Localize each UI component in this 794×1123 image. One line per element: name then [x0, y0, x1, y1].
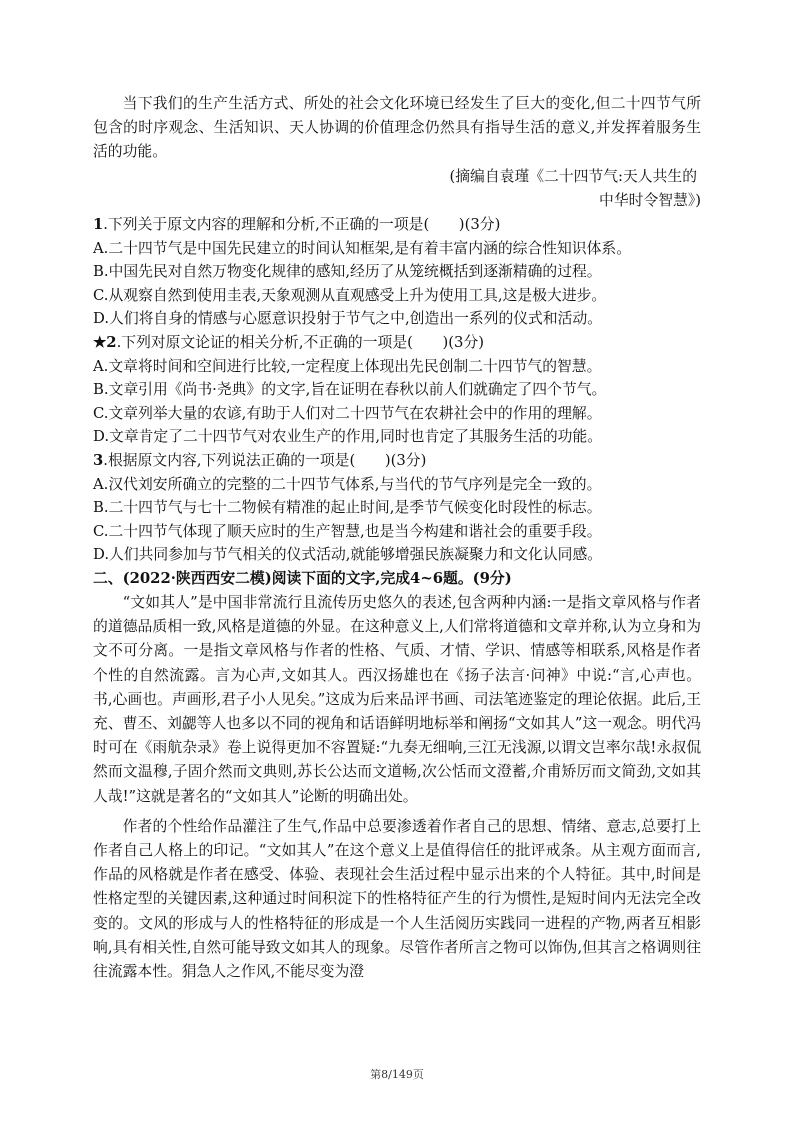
- question-2-number: ★2: [93, 333, 117, 351]
- passage-paragraph-2: 作者的个性给作品灌注了生气,作品中总要渗透着作者自己的思想、情绪、意志,总要打上作者自己人格上的印记。“文如其人”在这个意义上是值得信任的批评戒条。从主观方面而言,作品的风格就是作者在感受、体验、表现社会生活过程中显示出来的个人特征。其中,时间是性格定型的关键因素,这种通过时间积淀下的性格特征产生的行为惯性,是短时间内无法完全改变的。文风的形成与人的性格特征的形成是一个人生活阅历实践同一进程的产物,两者互相影响,具有相关性,自然可能导致文如其人的现象。尽管作者所言之物可以饰伪,但其言之格调则往往流露本性。狷急人之作风,不能尽变为澄: [93, 817, 701, 980]
- question-3-option-c: C.二十四节气体现了顺天应时的生产智慧,也是当今构建和谐社会的重要手段。: [93, 522, 602, 540]
- question-1: [93, 213, 701, 331]
- question-1-number: 1: [93, 216, 104, 234]
- question-3-option-b: B.二十四节气与七十二物候有精准的起止时间,是季节气候变化时段性的标志。: [93, 499, 602, 517]
- source-citation-line2: 中华时令智慧》): [599, 191, 701, 209]
- passage-paragraph-1: “文如其人”是中国非常流行且流传历史悠久的表述,包含两种内涵:一是指文章风格与作者的道德品质相一致,风格是道德的外显。在这种意义上,人们常将道德和文章并称,认为立身和为文不可分离。一是指文章风格与作者的性格、气质、才情、学识、情感等相联系,风格是作者个性的自然流露。言为心声,文如其人。西汉扬雄也在《扬子法言·问神》中说:“言,心声也。书,心画也。声画形,君子小人见矣。”这成为后来品评书画、司法笔迹鉴定的理论依据。此后,王充、曹丕、刘勰等人也多以不同的视角和话语鲜明地标举和阐扬“文如其人”这一观念。明代冯时可在《雨航杂录》卷上说得更加不容置疑:“九奏无细响,三江无浅源,以谓文岂率尔哉!永叔侃然而文温穆,子固介然而文典则,苏长公达而文道畅,次公恬而文澄蓄,介甫矫厉而文简劲,文如其人哉!”这就是著名的“文如其人”论断的明确出处。: [93, 593, 701, 805]
- question-2: [93, 331, 701, 449]
- question-1-option-c: C.从观察自然到使用圭表,天象观测从直观感受上升为使用工具,这是极大进步。: [93, 286, 607, 304]
- question-3-stem: [93, 449, 701, 473]
- question-2-option-d: D.文章肯定了二十四节气对农业生产的作用,同时也肯定了其服务生活的功能。: [93, 428, 603, 446]
- question-3-option-d: D.人们共同参加与节气相关的仪式活动,就能够增强民族凝聚力和文化认同感。: [93, 546, 603, 564]
- section-2-heading: 二、(2022·陕西西安二模)阅读下面的文字,完成4~6题。(9分): [93, 569, 512, 587]
- source-citation-line1: (摘编自袁瑾《二十四节气:天人共生的: [449, 167, 697, 185]
- question-1-option-b: B.中国先民对自然万物变化规律的感知,经历了从笼统概括到逐渐精确的过程。: [93, 263, 602, 281]
- question-3: [93, 449, 701, 567]
- page-number-footer: 第8/149页: [370, 1068, 424, 1081]
- question-1-stem: [93, 213, 701, 237]
- question-2-text: .下列对原文论证的相关分析,不正确的一项是( )(3分): [116, 333, 485, 351]
- question-3-option-a: A.汉代刘安所确立的完整的二十四节气体系,与当代的节气序列是完全一致的。: [93, 475, 602, 493]
- question-1-text: .下列关于原文内容的理解和分析,不正确的一项是( )(3分): [103, 216, 501, 234]
- question-2-option-c: C.文章列举大量的农谚,有助于人们对二十四节气在农耕社会中的作用的理解。: [93, 404, 602, 422]
- question-3-number: 3: [93, 451, 104, 469]
- question-2-option-a: A.文章将时间和空间进行比较,一定程度上体现出先民创制二十四节气的智慧。: [93, 357, 602, 375]
- question-2-stem: [93, 331, 701, 355]
- question-3-text: .根据原文内容,下列说法正确的一项是( )(3分): [103, 451, 427, 469]
- question-2-option-b: B.文章引用《尚书·尧典》的文字,旨在证明在春秋以前人们就确定了四个节气。: [93, 381, 607, 399]
- document-page: [93, 92, 701, 984]
- question-1-option-d: D.人们将自身的情感与心愿意识投射于节气之中,创造出一系列的仪式和活动。: [93, 310, 603, 328]
- question-1-option-a: A.二十四节气是中国先民建立的时间认知框架,是有着丰富内涵的综合性知识体系。: [93, 239, 631, 257]
- intro-paragraph: 当下我们的生产生活方式、所处的社会文化环境已经发生了巨大的变化,但二十四节气所包含的时序观念、生活知识、天人协调的价值理念仍然具有指导生活的意义,并发挥着服务生活的功能。: [93, 95, 701, 161]
